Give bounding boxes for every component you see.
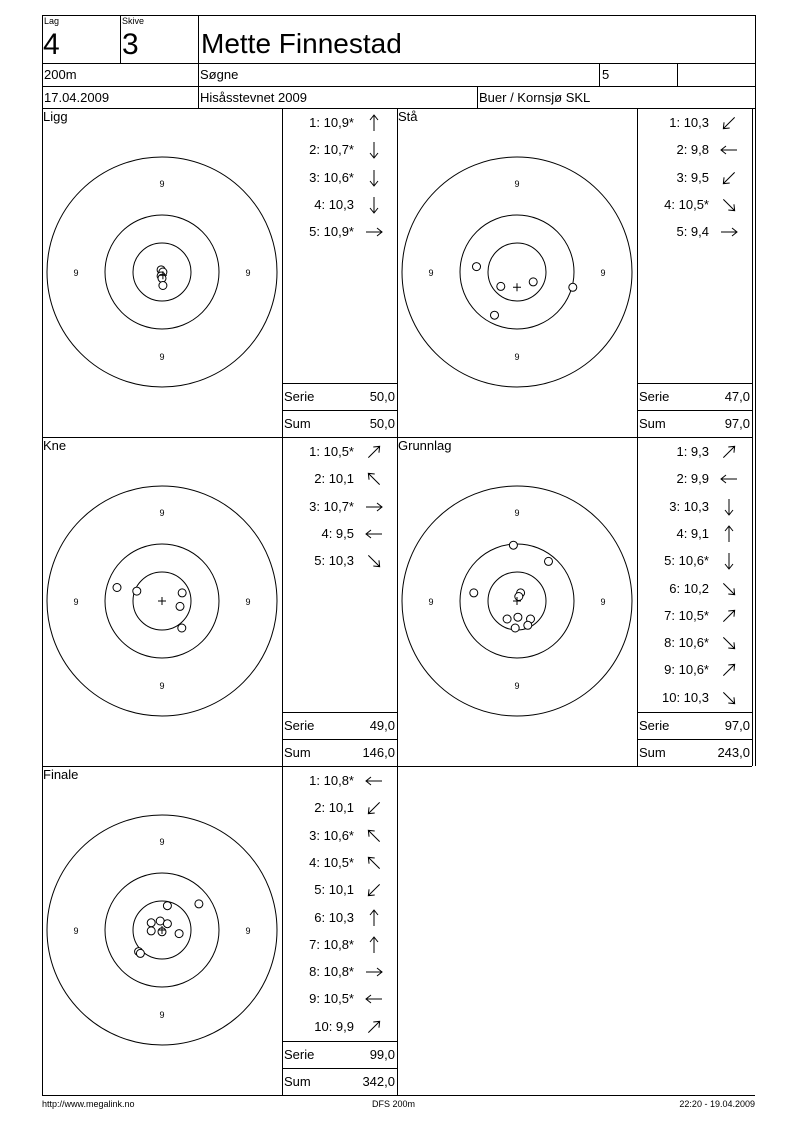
- ring-label: 9: [159, 681, 165, 691]
- class: 5: [602, 67, 610, 82]
- serie-row: [282, 384, 397, 410]
- shot-score: 7: 10,8*: [309, 936, 354, 952]
- shot-row: [637, 547, 747, 574]
- direction-arrow-icon: [364, 168, 384, 188]
- serie-row-label: Serie: [284, 389, 315, 404]
- shot-row: [637, 438, 747, 465]
- shot-score: 10: 10,3: [662, 689, 709, 705]
- series-title: Stå: [398, 109, 418, 124]
- direction-arrow-icon: [364, 853, 384, 873]
- shot-score: 3: 10,6*: [309, 827, 354, 843]
- shot-mark: [175, 930, 183, 938]
- direction-arrow-icon: [364, 524, 384, 544]
- shot-row: [282, 931, 392, 958]
- direction-arrow-icon: [719, 660, 739, 680]
- ring-label: 9: [73, 926, 79, 936]
- shot-row: [637, 493, 747, 520]
- shot-score: 6: 10,2: [669, 580, 709, 596]
- shot-row: [282, 985, 392, 1012]
- shot-score: 8: 10,6*: [664, 635, 709, 651]
- ring-label: 9: [600, 597, 606, 607]
- target-diagram: [42, 766, 282, 1094]
- shot-mark: [569, 283, 577, 291]
- shot-score: 10: 9,9: [314, 1018, 354, 1034]
- target-ring: [488, 243, 546, 301]
- direction-arrow-icon: [364, 798, 384, 818]
- event: Hisåsstevnet 2009: [200, 90, 307, 105]
- direction-arrow-icon: [719, 469, 739, 489]
- running-sum: 342,0: [362, 1074, 395, 1089]
- ring-label: 9: [514, 681, 520, 691]
- shot-score: 2: 10,1: [314, 471, 354, 487]
- shot-row: [282, 1013, 392, 1040]
- ring-label: 9: [159, 179, 165, 189]
- direction-arrow-icon: [364, 826, 384, 846]
- shot-score: 4: 10,5*: [664, 196, 709, 212]
- shot-row: [282, 465, 392, 492]
- shot-row: [282, 191, 392, 218]
- serie-row-label: Serie: [639, 718, 670, 733]
- series-title: Finale: [43, 767, 79, 782]
- target-diagram: [42, 108, 282, 436]
- shot-row: [282, 109, 392, 136]
- series-title: Ligg: [43, 109, 68, 124]
- direction-arrow-icon: [364, 442, 384, 462]
- shot-mark: [178, 624, 186, 632]
- running-sum: 97,0: [724, 416, 750, 431]
- serie-row: [282, 1042, 397, 1068]
- ring-label: 9: [73, 597, 79, 607]
- ring-label: 9: [159, 508, 165, 518]
- shot-score: 2: 10,1: [314, 800, 354, 816]
- shot-mark: [515, 593, 523, 601]
- direction-arrow-icon: [364, 880, 384, 900]
- shot-score: 5: 10,6*: [664, 553, 709, 569]
- direction-arrow-icon: [719, 222, 739, 242]
- distance: 200m: [44, 67, 77, 82]
- direction-arrow-icon: [719, 606, 739, 626]
- ring-label: 9: [514, 352, 520, 362]
- shot-row: [282, 904, 392, 931]
- shot-mark: [491, 311, 499, 319]
- shot-row: [637, 629, 747, 656]
- shot-score: 6: 10,3: [314, 909, 354, 925]
- sum-row: [282, 740, 397, 766]
- ring-label: 9: [159, 837, 165, 847]
- direction-arrow-icon: [719, 633, 739, 653]
- shot-row: [637, 218, 747, 245]
- shot-row: [637, 520, 747, 547]
- direction-arrow-icon: [364, 469, 384, 489]
- shot-row: [282, 767, 392, 794]
- shot-score: 4: 9,1: [676, 525, 709, 541]
- date: 17.04.2009: [44, 90, 110, 105]
- ring-label: 9: [159, 352, 165, 362]
- shot-row: [282, 822, 392, 849]
- footer-url: http://www.megalink.no: [42, 1099, 135, 1109]
- shot-score: 1: 10,9*: [309, 115, 354, 130]
- direction-arrow-icon: [719, 113, 739, 133]
- shot-mark: [524, 621, 532, 629]
- shot-mark: [514, 613, 522, 621]
- range: Buer / Kornsjø SKL: [479, 90, 591, 105]
- running-sum: 146,0: [362, 745, 395, 760]
- shot-row: [282, 520, 392, 547]
- direction-arrow-icon: [364, 195, 384, 215]
- shot-row: [637, 575, 747, 602]
- serie-row: [637, 713, 752, 739]
- ring-label: 9: [245, 597, 251, 607]
- shot-score: 2: 9,8: [676, 142, 709, 158]
- serie-row-label: Serie: [284, 718, 315, 733]
- skive-label: Skive: [122, 16, 145, 26]
- series-total: 99,0: [369, 1047, 395, 1062]
- sum-row-label: Sum: [639, 416, 666, 431]
- shot-row: [282, 958, 392, 985]
- sum-row-label: Sum: [639, 745, 666, 760]
- ring-label: 9: [514, 508, 520, 518]
- direction-arrow-icon: [719, 688, 739, 708]
- shot-row: [282, 794, 392, 821]
- shot-row: [282, 547, 392, 574]
- shot-mark: [497, 282, 505, 290]
- footer-center: DFS 200m: [372, 1099, 416, 1109]
- target-diagram: [397, 437, 637, 765]
- shot-score: 5: 10,3: [314, 553, 354, 569]
- shot-mark: [159, 282, 167, 290]
- shot-score: 1: 10,8*: [309, 773, 354, 788]
- shot-score: 1: 10,3: [669, 115, 709, 130]
- sum-row-label: Sum: [284, 416, 311, 431]
- direction-arrow-icon: [719, 442, 739, 462]
- shot-row: [637, 465, 747, 492]
- shot-mark: [473, 263, 481, 271]
- ring-label: 9: [428, 268, 434, 278]
- shot-mark: [113, 584, 121, 592]
- direction-arrow-icon: [719, 579, 739, 599]
- ring-label: 9: [514, 179, 520, 189]
- series-total: 49,0: [369, 718, 395, 733]
- direction-arrow-icon: [364, 222, 384, 242]
- shot-row: [637, 656, 747, 683]
- ring-label: 9: [245, 268, 251, 278]
- shooter-name: Mette Finnestad: [201, 28, 402, 59]
- ring-label: 9: [73, 268, 79, 278]
- shot-score: 4: 10,3: [314, 196, 354, 212]
- shot-score: 5: 9,4: [676, 224, 709, 240]
- shot-row: [637, 164, 747, 191]
- shot-mark: [511, 624, 519, 632]
- shot-score: 4: 9,5: [321, 525, 354, 541]
- mean-point-mark: [513, 283, 521, 291]
- shot-row: [637, 136, 747, 163]
- shot-mark: [503, 615, 511, 623]
- shot-mark: [178, 589, 186, 597]
- serie-row-label: Serie: [284, 1047, 315, 1062]
- shot-mark: [470, 589, 478, 597]
- shot-score: 5: 10,9*: [309, 224, 354, 240]
- lag-value: 4: [43, 28, 60, 61]
- direction-arrow-icon: [364, 935, 384, 955]
- running-sum: 50,0: [369, 416, 395, 431]
- target-diagram: [397, 108, 637, 436]
- shot-mark: [163, 920, 171, 928]
- direction-arrow-icon: [719, 168, 739, 188]
- sum-row: [637, 411, 752, 437]
- direction-arrow-icon: [364, 908, 384, 928]
- shot-row: [282, 493, 392, 520]
- direction-arrow-icon: [719, 551, 739, 571]
- shot-mark: [133, 587, 141, 595]
- direction-arrow-icon: [364, 113, 384, 133]
- shot-score: 3: 10,3: [669, 498, 709, 514]
- shot-score: 3: 10,7*: [309, 498, 354, 514]
- shot-score: 1: 9,3: [676, 444, 709, 459]
- direction-arrow-icon: [364, 962, 384, 982]
- shot-mark: [176, 602, 184, 610]
- serie-row: [637, 384, 752, 410]
- sum-row-label: Sum: [284, 745, 311, 760]
- ring-label: 9: [159, 1010, 165, 1020]
- shot-row: [282, 876, 392, 903]
- sum-row-label: Sum: [284, 1074, 311, 1089]
- shot-row: [282, 438, 392, 465]
- series-total: 50,0: [369, 389, 395, 404]
- serie-row: [282, 713, 397, 739]
- shot-score: 3: 10,6*: [309, 169, 354, 185]
- shot-row: [637, 684, 747, 711]
- series-title: Kne: [43, 438, 67, 453]
- shot-mark: [195, 900, 203, 908]
- series-total: 97,0: [724, 718, 750, 733]
- shot-mark: [147, 919, 155, 927]
- shot-row: [282, 849, 392, 876]
- direction-arrow-icon: [364, 497, 384, 517]
- shot-row: [637, 191, 747, 218]
- shot-mark: [163, 902, 171, 910]
- shot-row: [637, 109, 747, 136]
- shot-mark: [136, 949, 144, 957]
- direction-arrow-icon: [719, 524, 739, 544]
- shot-score: 7: 10,5*: [664, 607, 709, 623]
- shot-mark: [529, 278, 537, 286]
- mean-point-mark: [158, 597, 166, 605]
- club: Søgne: [200, 67, 239, 82]
- series-total: 47,0: [724, 389, 750, 404]
- direction-arrow-icon: [719, 195, 739, 215]
- target-diagram: [42, 437, 282, 765]
- shot-mark: [509, 541, 517, 549]
- shot-score: 3: 9,5: [676, 169, 709, 185]
- sum-row: [637, 740, 752, 766]
- direction-arrow-icon: [364, 989, 384, 1009]
- shot-score: 5: 10,1: [314, 882, 354, 898]
- sum-row: [282, 411, 397, 437]
- shot-score: 2: 10,7*: [309, 142, 354, 158]
- footer-timestamp: 22:20 - 19.04.2009: [679, 1099, 755, 1109]
- direction-arrow-icon: [364, 1017, 384, 1037]
- shot-score: 9: 10,5*: [309, 991, 354, 1007]
- shot-row: [282, 164, 392, 191]
- shot-score: 9: 10,6*: [664, 662, 709, 678]
- target-ring: [460, 215, 574, 329]
- ring-label: 9: [428, 597, 434, 607]
- shot-score: 4: 10,5*: [309, 854, 354, 870]
- direction-arrow-icon: [719, 497, 739, 517]
- shot-row: [282, 218, 392, 245]
- running-sum: 243,0: [717, 745, 750, 760]
- shot-mark: [545, 557, 553, 565]
- ring-label: 9: [245, 926, 251, 936]
- sum-row: [282, 1069, 397, 1095]
- ring-label: 9: [600, 268, 606, 278]
- direction-arrow-icon: [719, 140, 739, 160]
- direction-arrow-icon: [364, 771, 384, 791]
- direction-arrow-icon: [364, 551, 384, 571]
- series-title: Grunnlag: [398, 438, 452, 453]
- shot-score: 2: 9,9: [676, 471, 709, 487]
- skive-value: 3: [122, 28, 139, 61]
- direction-arrow-icon: [364, 140, 384, 160]
- serie-row-label: Serie: [639, 389, 670, 404]
- shot-score: 1: 10,5*: [309, 444, 354, 459]
- lag-label: Lag: [44, 16, 60, 26]
- shot-mark: [147, 927, 155, 935]
- shot-row: [637, 602, 747, 629]
- shot-row: [282, 136, 392, 163]
- shot-score: 8: 10,8*: [309, 964, 354, 980]
